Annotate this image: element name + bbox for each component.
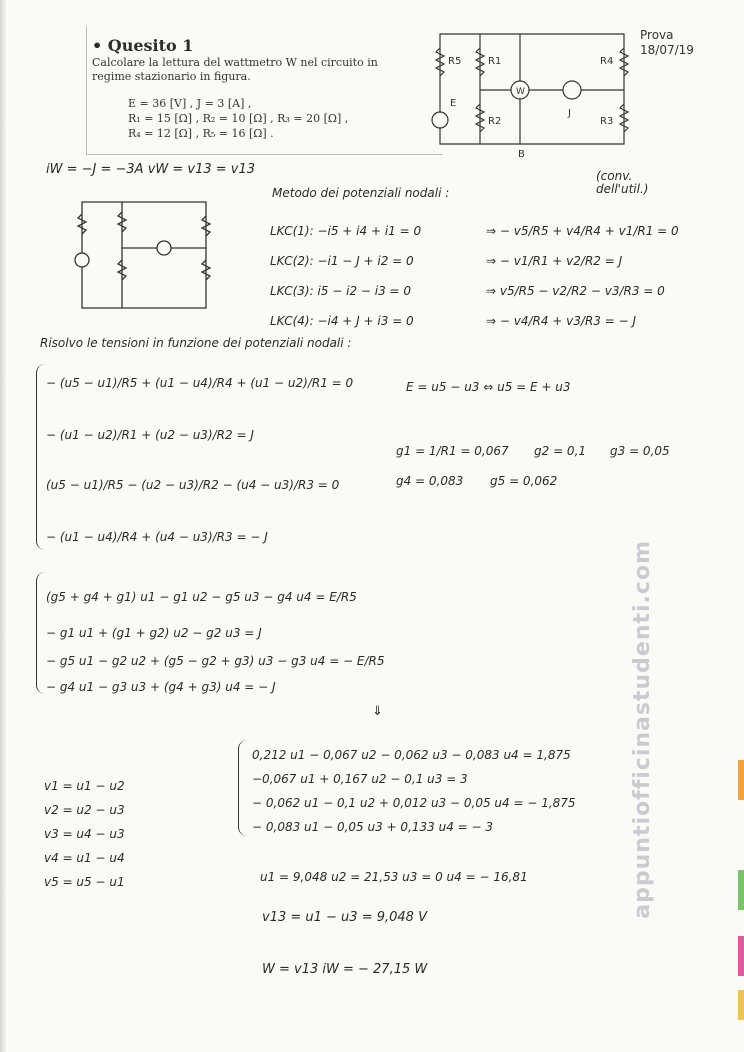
wattmeter-icon: [157, 241, 171, 255]
param-line: R₁ = 15 [Ω] , R₂ = 10 [Ω] , R₃ = 20 [Ω] ,: [128, 112, 349, 125]
voltage-source-icon: [432, 112, 448, 128]
conductance-g4: g4 = 0,083: [396, 474, 464, 488]
system1-line: − (u5 − u1)/R5 + (u1 − u4)/R4 + (u1 − u2)/R1 = 0: [46, 376, 354, 390]
wattmeter-result: W = v13 iW = − 27,15 W: [262, 962, 428, 977]
label-r3: R3: [600, 116, 614, 127]
label-r1: R1: [488, 56, 502, 67]
definition-line: v4 = u1 − u4: [44, 851, 125, 865]
definition-line: v5 = u5 − u1: [44, 875, 125, 889]
conductance-g1: g1 = 1/R1 = 0,067: [396, 444, 509, 458]
system-brace: [36, 572, 45, 694]
implies-arrow: ⇓: [372, 704, 383, 719]
lkc-line: LKC(4): −i4 + J + i3 = 0: [270, 314, 414, 328]
system3-line: 0,212 u1 − 0,067 u2 − 0,062 u3 − 0,083 u4 = 1,875: [252, 748, 571, 762]
system3-line: −0,067 u1 + 0,167 u2 − 0,1 u3 = 3: [252, 772, 468, 786]
definition-line: v1 = u1 − u2: [44, 779, 125, 793]
lkc-result-line: ⇒ − v5/R5 + v4/R4 + v1/R1 = 0: [486, 224, 679, 238]
system1-line: − (u1 − u2)/R1 + (u2 − u3)/R2 = J: [46, 428, 254, 442]
e-relation: E = u5 − u3 ⇔ u5 = E + u3: [406, 380, 571, 394]
system1-line: (u5 − u1)/R5 − (u2 − u3)/R2 − (u4 − u3)/R3 = 0: [46, 478, 340, 492]
label-e: E: [450, 98, 457, 109]
v13-result: v13 = u1 − u3 = 9,048 V: [262, 910, 427, 925]
circuit-diagram-printed: [428, 24, 644, 160]
lkc-results: [486, 216, 679, 336]
lkc-line: LKC(1): −i5 + i4 + i1 = 0: [270, 224, 422, 238]
current-source-icon: [563, 81, 581, 99]
prova-label: Prova: [640, 28, 674, 42]
iw-line: iW = −J = −3A vW = v13 = v13: [46, 162, 256, 177]
watermark: appuntiofficinastudenti.com: [630, 540, 655, 919]
conductance-g3: g3 = 0,05: [610, 444, 670, 458]
problem-title: • Quesito 1: [92, 36, 194, 55]
voltage-source-icon: [75, 253, 89, 267]
param-line: R₄ = 12 [Ω] , R₅ = 16 [Ω] .: [128, 127, 274, 140]
lkc-result-line: ⇒ − v1/R1 + v2/R2 = J: [486, 254, 623, 268]
color-tab: [738, 870, 744, 910]
system3-line: − 0,083 u1 − 0,05 u3 + 0,133 u4 = − 3: [252, 820, 494, 834]
system2-line: (g5 + g4 + g1) u1 − g1 u2 − g5 u3 − g4 u4 = E/R5: [46, 590, 357, 604]
label-w: W: [516, 87, 525, 97]
label-r5: R5: [448, 56, 462, 67]
system-brace: [238, 740, 247, 836]
definition-line: v3 = u4 − u3: [44, 827, 125, 841]
system2-line: − g5 u1 − g2 u2 + (g5 − g2 + g3) u3 − g3 u4 = − E/R5: [46, 654, 385, 668]
page-edge: [0, 0, 6, 1052]
color-tab: [738, 936, 744, 976]
convention-line: dell'util.): [596, 182, 649, 196]
lkc-result-line: ⇒ − v4/R4 + v3/R3 = − J: [486, 314, 637, 328]
exam-date: [640, 28, 694, 58]
problem-description: Calcolare la lettura del wattmetro W nel circuito in regime stazionario in figura.: [92, 56, 378, 83]
system1-line: − (u1 − u4)/R4 + (u4 − u3)/R3 = − J: [46, 530, 268, 544]
color-tab: [738, 760, 744, 800]
circuit-diagram-hand: [60, 184, 230, 324]
param-line: E = 36 [V] , J = 3 [A] ,: [128, 97, 252, 110]
metodo-title: Metodo dei potenziali nodali :: [272, 186, 450, 200]
color-tab: [738, 990, 744, 1020]
label-r4: R4: [600, 56, 614, 67]
convention-note: [596, 170, 648, 196]
lkc-equations: [270, 216, 421, 336]
convention-line: (conv.: [596, 169, 633, 183]
node-solution: u1 = 9,048 u2 = 21,53 u3 = 0 u4 = − 16,81: [260, 870, 528, 884]
risolvo-heading: Risolvo le tensioni in funzione dei potenziali nodali :: [40, 336, 352, 350]
problem-params: [128, 96, 348, 141]
system3-line: − 0,062 u1 − 0,1 u2 + 0,012 u3 − 0,05 u4 = − 1,875: [252, 796, 576, 810]
conductance-g2: g2 = 0,1: [534, 444, 587, 458]
lkc-line: LKC(3): i5 − i2 − i3 = 0: [270, 284, 412, 298]
lkc-result-line: ⇒ v5/R5 − v2/R2 − v3/R3 = 0: [486, 284, 665, 298]
conductance-g5: g5 = 0,062: [490, 474, 558, 488]
system2-line: − g4 u1 − g3 u3 + (g4 + g3) u4 = − J: [46, 680, 276, 694]
system-brace: [36, 364, 45, 550]
label-b: B: [518, 149, 525, 160]
system2-line: − g1 u1 + (g1 + g2) u2 − g2 u3 = J: [46, 626, 262, 640]
label-j: J: [568, 108, 571, 119]
lkc-line: LKC(2): −i1 − J + i2 = 0: [270, 254, 414, 268]
prova-date: 18/07/19: [640, 43, 694, 57]
voltage-definitions: [44, 774, 125, 894]
label-r2: R2: [488, 116, 502, 127]
definition-line: v2 = u2 − u3: [44, 803, 125, 817]
